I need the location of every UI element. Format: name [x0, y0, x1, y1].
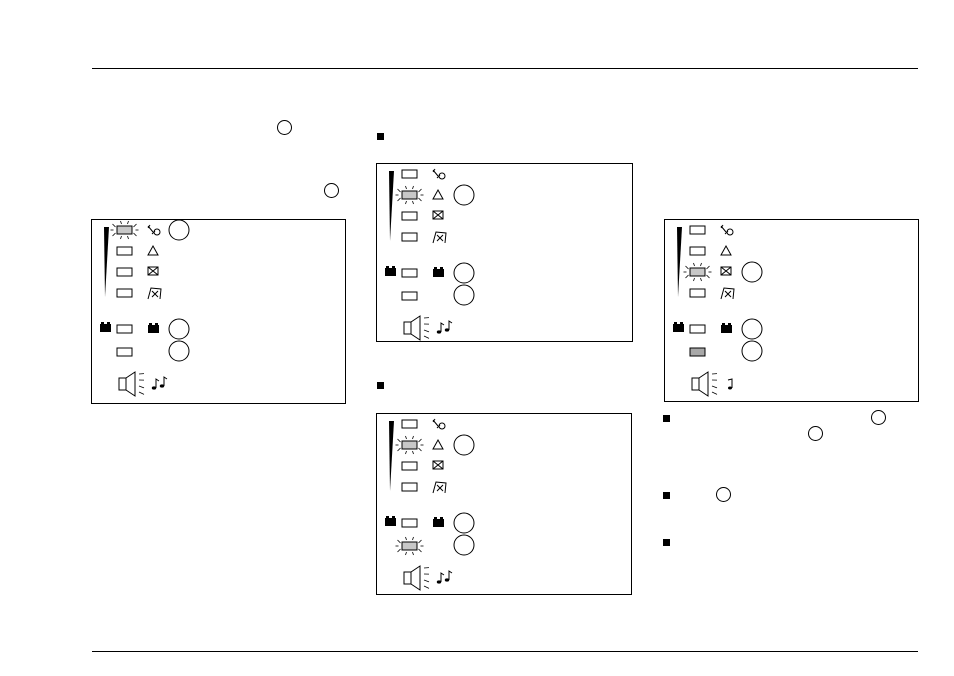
- speaker-icon: [119, 372, 144, 396]
- signal-strength-bar: [389, 171, 394, 241]
- callout-circle: [454, 435, 474, 455]
- callout-circle: [169, 341, 189, 361]
- status-led: [690, 289, 705, 297]
- power-led: [402, 269, 417, 277]
- service-box-icon: [433, 211, 443, 219]
- signal-strength-bar: [104, 227, 109, 297]
- indicator-panel-left: [91, 219, 346, 404]
- bullet-marker: [663, 415, 670, 422]
- status-led: [402, 170, 417, 178]
- battery-icon: [433, 267, 444, 277]
- battery-icon: [721, 323, 732, 333]
- power-led: [402, 519, 417, 527]
- callout-circle: [454, 185, 474, 205]
- callout-circle: [716, 487, 731, 502]
- status-led: [117, 289, 132, 297]
- warning-triangle-icon: [433, 440, 443, 449]
- battery-icon: [385, 516, 396, 526]
- status-led: [396, 186, 424, 204]
- callout-circle: [324, 183, 339, 198]
- status-led: [402, 212, 417, 220]
- speaker-icon: [404, 566, 429, 590]
- battery-icon: [673, 322, 684, 332]
- bullet-marker: [663, 492, 670, 499]
- no-signal-icon: [433, 419, 445, 429]
- callout-circle: [169, 220, 189, 240]
- bullet-marker: [377, 382, 384, 389]
- header-rule: [92, 68, 918, 69]
- status-led: [396, 436, 424, 454]
- callout-circle: [742, 262, 762, 282]
- sound-led: [402, 292, 417, 300]
- battery-icon: [100, 322, 111, 332]
- battery-icon: [385, 266, 396, 276]
- callout-circle: [454, 513, 474, 533]
- callout-circle: [454, 263, 474, 283]
- sound-led: [117, 348, 132, 356]
- warning-triangle-icon: [433, 190, 443, 199]
- callout-circle: [454, 285, 474, 305]
- indicator-panel-right: [664, 219, 919, 402]
- footer-rule: [92, 651, 918, 652]
- callout-circle: [808, 426, 823, 441]
- speaker-icon: [692, 372, 717, 396]
- callout-circle: [742, 319, 762, 339]
- service-box-icon: [721, 267, 731, 275]
- status-led: [684, 263, 712, 281]
- sound-led: [690, 348, 705, 356]
- status-led: [402, 483, 417, 491]
- callout-circle: [169, 319, 189, 339]
- indicator-panel-mid-top: [376, 163, 633, 342]
- callout-circle: [871, 410, 886, 425]
- service-flag-icon: [433, 482, 446, 493]
- status-led: [402, 420, 417, 428]
- status-led: [690, 226, 705, 234]
- status-led: [690, 247, 705, 255]
- signal-strength-bar: [677, 227, 682, 297]
- power-led: [690, 325, 705, 333]
- speaker-icon: [404, 316, 429, 340]
- music-notes-icon: [152, 377, 167, 390]
- bullet-marker: [663, 539, 670, 546]
- no-signal-icon: [721, 225, 733, 235]
- status-led: [402, 233, 417, 241]
- warning-triangle-icon: [148, 246, 158, 255]
- music-notes-icon: [437, 571, 452, 584]
- single-note-icon: [728, 379, 732, 390]
- no-signal-icon: [148, 225, 160, 235]
- battery-icon: [148, 323, 159, 333]
- service-box-icon: [433, 461, 443, 469]
- battery-icon: [433, 517, 444, 527]
- indicator-panel-mid-bottom: [376, 413, 632, 595]
- service-flag-icon: [148, 288, 161, 299]
- service-box-icon: [148, 267, 158, 275]
- sound-led: [396, 537, 424, 555]
- service-flag-icon: [721, 288, 734, 299]
- callout-circle: [277, 120, 292, 135]
- warning-triangle-icon: [721, 246, 731, 255]
- power-led: [117, 325, 132, 333]
- signal-strength-bar: [389, 421, 394, 491]
- service-flag-icon: [433, 232, 446, 243]
- callout-circle: [742, 341, 762, 361]
- status-led: [402, 462, 417, 470]
- no-signal-icon: [433, 169, 445, 179]
- status-led: [111, 221, 139, 239]
- callout-circle: [454, 535, 474, 555]
- status-led: [117, 247, 132, 255]
- status-led: [117, 268, 132, 276]
- bullet-marker: [377, 133, 384, 140]
- music-notes-icon: [437, 321, 452, 334]
